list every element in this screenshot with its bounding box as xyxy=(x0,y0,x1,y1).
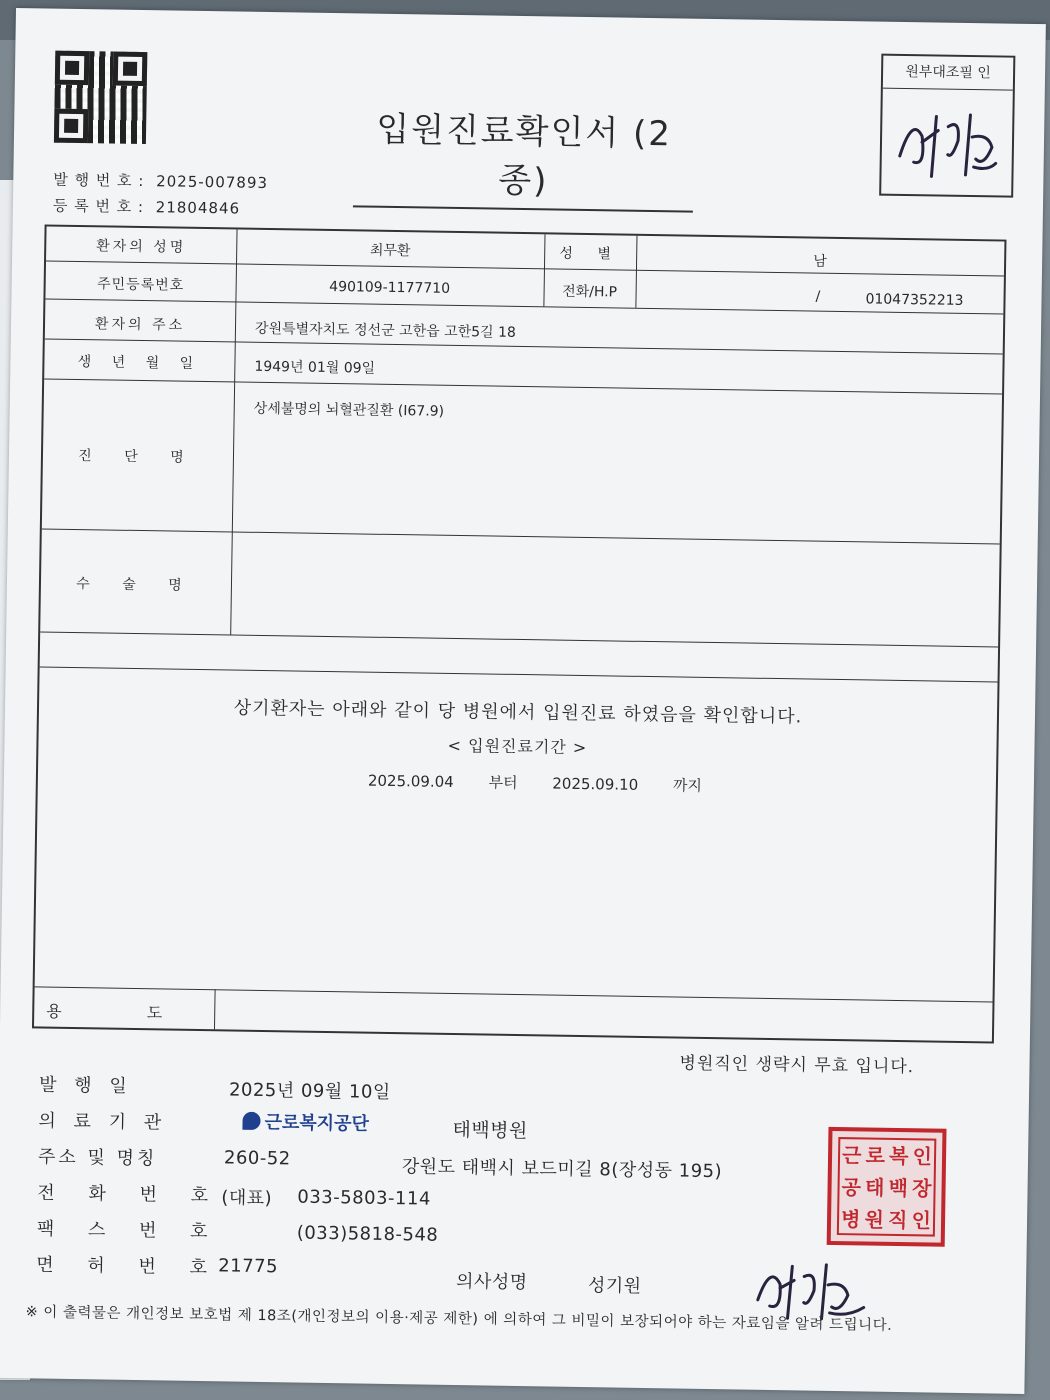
from-label: 부터 xyxy=(488,773,518,792)
start-date: 2025.09.04 xyxy=(367,771,454,791)
row-divider xyxy=(45,298,1003,314)
qr-code-icon xyxy=(54,51,147,144)
institution-logo-text: 근로복지공단 xyxy=(264,1112,370,1135)
issue-date-label: 발 행 일 xyxy=(38,1074,133,1097)
hospital-seal-stamp xyxy=(827,1127,947,1247)
seal-char: 직 xyxy=(887,1207,908,1233)
surgery-label: 수 술 명 xyxy=(76,576,196,594)
sex-label: 성 별 xyxy=(559,245,622,263)
hospital-postcode: 260-52 xyxy=(223,1147,291,1170)
doctor-name: 성기원 xyxy=(587,1275,642,1297)
seal-char: 백 xyxy=(888,1175,909,1201)
patient-phone: 01047352213 xyxy=(865,291,964,309)
seal-char: 원 xyxy=(864,1207,885,1232)
doctor-label: 의사성명 xyxy=(455,1271,528,1294)
hospital-address: 강원도 태백시 보드미길 8(장성동 195) xyxy=(401,1156,723,1183)
seal-char: 장 xyxy=(911,1176,932,1201)
phone-separator: / xyxy=(815,288,821,305)
seal-char: 인 xyxy=(912,1144,933,1169)
row-divider xyxy=(40,631,998,647)
institution-label: 의 료 기 관 xyxy=(38,1110,168,1134)
until-label: 까지 xyxy=(672,776,703,795)
seal-char: 태 xyxy=(864,1175,885,1200)
period-heading: < 입원진료기간 > xyxy=(447,735,588,758)
phone-prefix: (대표) xyxy=(221,1187,273,1210)
admission-period xyxy=(368,770,702,796)
verification-stamp-box xyxy=(879,54,1015,198)
purpose-label: 용 도 xyxy=(46,1001,203,1024)
seal-char: 근 xyxy=(841,1143,862,1168)
issue-number: 2025-007893 xyxy=(156,172,269,192)
seal-grid xyxy=(837,1137,937,1237)
seal-char: 복 xyxy=(888,1143,909,1169)
registration-number-row xyxy=(53,195,241,219)
seal-char: 로 xyxy=(865,1143,886,1168)
row-divider xyxy=(42,528,1000,544)
patient-dob: 1949년 01월 09일 xyxy=(254,358,376,377)
seal-char: 공 xyxy=(841,1175,862,1200)
privacy-footer-note: ※ 이 출력물은 개인정보 보호법 제 18조(개인정보의 이용·제공 제한) 에 의하여 그 비밀이 보장되어야 하는 자료임을 알려 드립니다. xyxy=(25,1304,893,1334)
hospital-fax: (033)5818-548 xyxy=(296,1222,439,1246)
registration-number: 21804846 xyxy=(155,198,241,218)
institution-name: 태백병원 xyxy=(452,1118,529,1143)
patient-sex: 남 xyxy=(813,253,828,270)
row-divider xyxy=(40,666,998,682)
patient-rrn: 490109-1177710 xyxy=(329,278,451,297)
verification-stamp-header: 원부대조필 인 xyxy=(883,56,1014,91)
diagnosis: 상세불명의 뇌혈관질환 (I67.9) xyxy=(253,400,445,420)
hospital-phone: 033-5803-114 xyxy=(297,1186,432,1210)
license-number: 21775 xyxy=(218,1255,279,1278)
seal-omission-notice: 병원직인 생략시 무효 입니다. xyxy=(679,1053,915,1078)
registration-number-label: 등 록 번 호 : xyxy=(52,196,145,217)
issue-date: 2025년 09월 10일 xyxy=(228,1079,391,1104)
institution-logo xyxy=(242,1108,369,1136)
kcomwel-logo-icon xyxy=(242,1112,260,1130)
issue-number-label: 발 행 번 호 : xyxy=(53,170,145,191)
phone-label: 전화/H.P xyxy=(562,283,618,301)
confirmation-statement: 상기환자는 아래와 같이 당 병원에서 입원진료 하였음을 확인합니다. xyxy=(233,697,803,728)
qr-finder xyxy=(55,51,90,86)
seal-char: 병 xyxy=(840,1207,861,1232)
diagnosis-label: 진 단 명 xyxy=(78,448,198,466)
phone-number-label: 전 화 번 호 xyxy=(37,1182,223,1207)
dob-label: 생 년 월 일 xyxy=(77,354,202,372)
patient-address: 강원특별자치도 정선군 고한읍 고한5길 18 xyxy=(254,320,516,341)
document-title: 입원진료확인서 (2종) xyxy=(353,101,695,212)
address-name-label: 주소 및 명칭 xyxy=(37,1146,158,1170)
qr-finder xyxy=(113,52,148,87)
handwritten-signature-icon xyxy=(891,96,1002,188)
patient-name: 최무환 xyxy=(369,242,411,260)
patient-name-label: 환자의 성명 xyxy=(96,238,187,256)
row-divider xyxy=(44,378,1002,394)
end-date: 2025.09.10 xyxy=(552,774,639,794)
seal-char: 인 xyxy=(911,1208,932,1233)
issue-number-row xyxy=(53,169,268,193)
fax-label: 팩 스 번 호 xyxy=(36,1218,222,1243)
rrn-label: 주민등록번호 xyxy=(96,276,185,294)
qr-finder xyxy=(54,109,89,144)
address-label: 환자의 주소 xyxy=(94,316,186,334)
patient-info-table xyxy=(32,224,1007,1043)
document-sheet xyxy=(0,8,1046,1394)
license-label: 면 허 번 호 xyxy=(36,1254,222,1279)
